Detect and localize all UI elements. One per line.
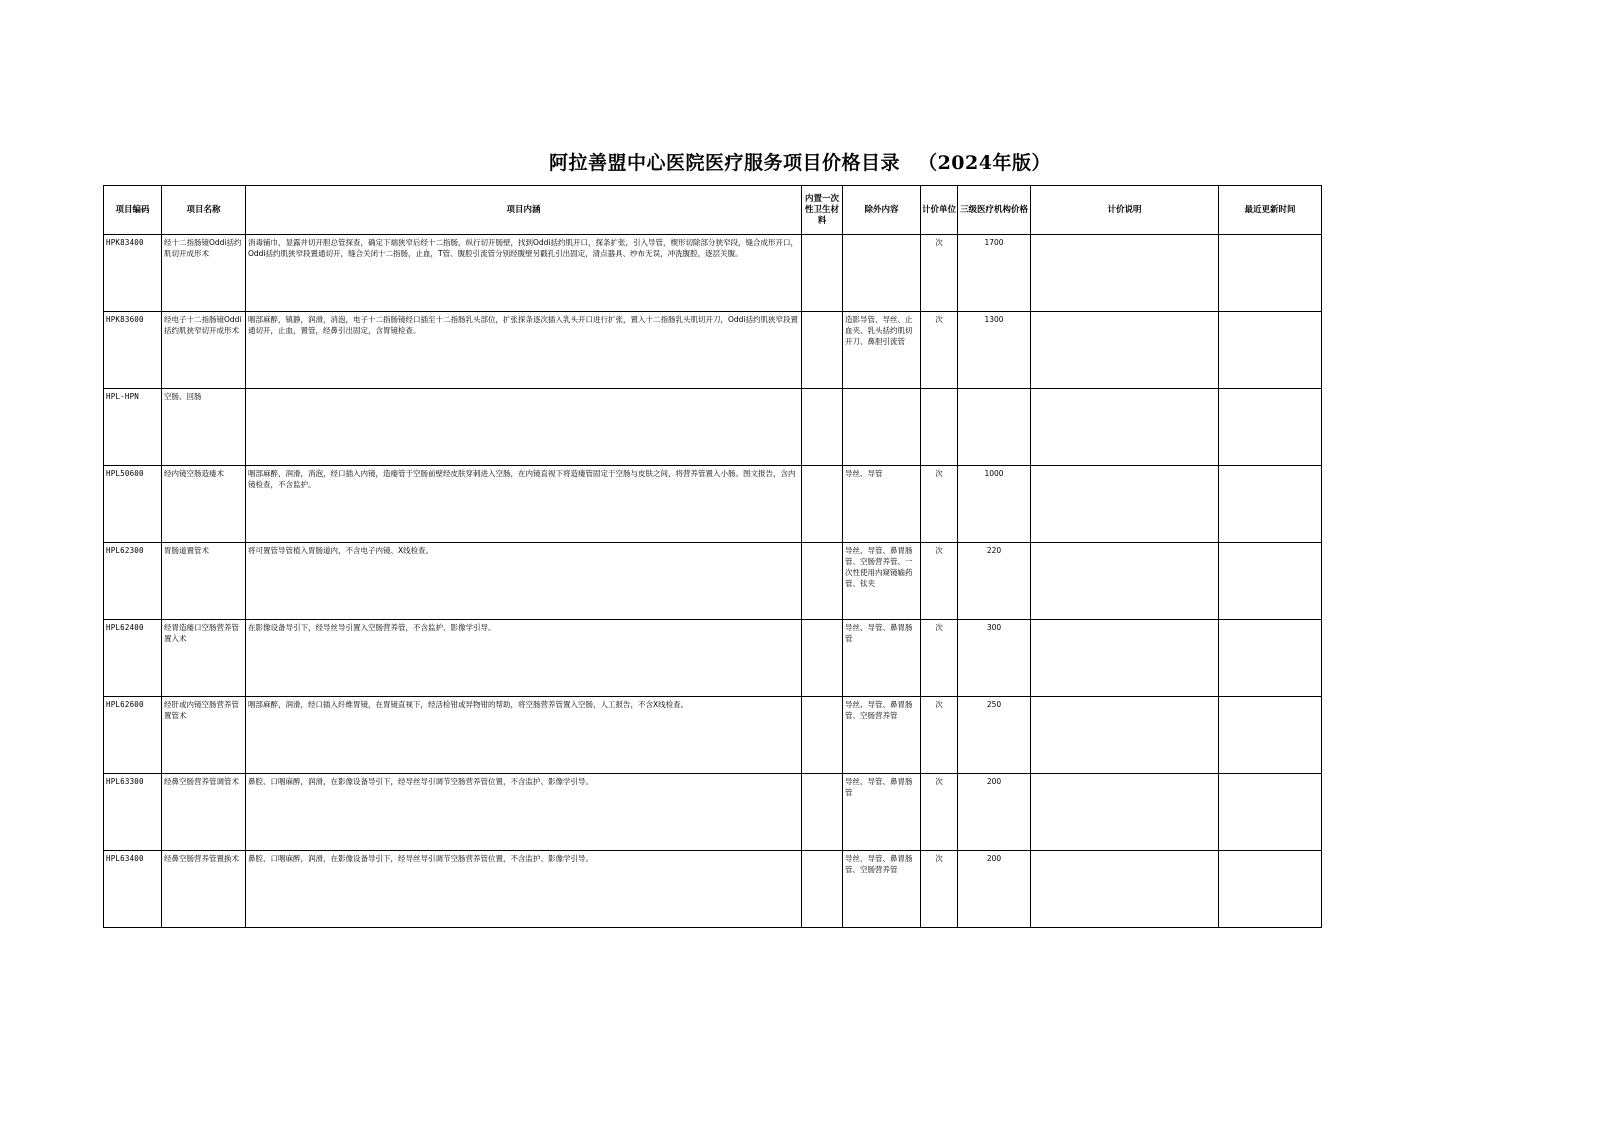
cell-content: 鼻腔、口咽麻醉，润滑，在影像设备导引下，经导丝导引调节空肠营养管位置，不含监护、影像学引导。 [246,774,802,851]
cell-name: 胃肠道置管术 [162,543,246,620]
table-row [104,389,1322,466]
cell-name: 经胃造瘘口空肠营养管置入术 [162,620,246,697]
cell-price: 250 [958,697,1031,774]
cell-code: HPL63400 [104,851,162,928]
cell-exclude [843,389,921,466]
cell-name: 经鼻空肠营养管调管术 [162,774,246,851]
header-material: 内置一次性卫生材料 [802,186,843,235]
cell-unit: 次 [921,774,958,851]
cell-exclude: 导丝、导管、鼻胃肠管 [843,774,921,851]
header-code: 项目编码 [104,186,162,235]
cell-material [802,389,843,466]
cell-code: HPL-HPN [104,389,162,466]
cell-exclude: 造影导管、导丝、止血夹、乳头括约肌切开刀、鼻胆引流管 [843,312,921,389]
header-updated: 最近更新时间 [1219,186,1322,235]
table-row [104,235,1322,312]
cell-code: HPL62400 [104,620,162,697]
cell-material [802,466,843,543]
cell-material [802,235,843,312]
cell-name: 经鼻空肠营养管置换术 [162,851,246,928]
header-note: 计价说明 [1031,186,1219,235]
table-row [104,543,1322,620]
table-row [104,466,1322,543]
cell-updated [1219,620,1322,697]
cell-name: 经内镜空肠造瘘术 [162,466,246,543]
table-row [104,774,1322,851]
cell-unit: 次 [921,235,958,312]
cell-material [802,620,843,697]
price-table [103,185,1322,928]
cell-code: HPL63300 [104,774,162,851]
header-name: 项目名称 [162,186,246,235]
cell-content [246,389,802,466]
cell-updated [1219,774,1322,851]
cell-name: 经电子十二指肠镜Oddi括约肌狭窄切开成形术 [162,312,246,389]
cell-price: 300 [958,620,1031,697]
cell-price: 1300 [958,312,1031,389]
cell-note [1031,851,1219,928]
cell-code: HPK83400 [104,235,162,312]
cell-exclude: 导丝、导管、鼻胃肠管、空肠营养管 [843,697,921,774]
cell-material [802,697,843,774]
cell-exclude: 导丝、导管、鼻胃肠管、空肠营养管、一次性使用内窥镜输药管、钛夹 [843,543,921,620]
cell-material [802,543,843,620]
title-edition: （2024年版） [918,152,1051,174]
cell-note [1031,774,1219,851]
header-unit: 计价单位 [921,186,958,235]
page-title [0,148,1600,175]
cell-content: 鼻腔、口咽麻醉，润滑，在影像设备导引下，经导丝导引调节空肠营养管位置，不含监护、影像学引导。 [246,851,802,928]
cell-price [958,389,1031,466]
cell-code: HPL62300 [104,543,162,620]
cell-content: 咽部麻醉，润滑，经口插入纤维胃镜，在胃镜直视下，经活检钳或异物钳的帮助，将空肠营养管置入空肠，人工报告，不含X线检查。 [246,697,802,774]
cell-price: 200 [958,774,1031,851]
cell-updated [1219,851,1322,928]
cell-updated [1219,543,1322,620]
table-row [104,620,1322,697]
cell-exclude [843,235,921,312]
cell-updated [1219,389,1322,466]
cell-exclude: 导丝、导管 [843,466,921,543]
cell-note [1031,543,1219,620]
cell-name: 经肝或内镜空肠营养管置管术 [162,697,246,774]
cell-name: 经十二指肠镜Oddi括约肌切开成形术 [162,235,246,312]
cell-content: 在影像设备导引下，经导丝导引置入空肠营养管，不含监护、影像学引导。 [246,620,802,697]
cell-note [1031,620,1219,697]
table-row [104,851,1322,928]
cell-content: 将可置管导管植入胃肠道内，不含电子内镜、X线检查。 [246,543,802,620]
cell-exclude: 导丝、导管、鼻胃肠管 [843,620,921,697]
cell-content: 咽部麻醉，润滑，消泡，经口插入内镜，造瘘管于空肠前壁经皮肤穿刺进入空肠，在内镜直视下将造瘘管固定于空肠与皮肤之间，将营养管置入小肠。图文报告，含内镜检查，不含监护。 [246,466,802,543]
table-row [104,312,1322,389]
cell-price: 1000 [958,466,1031,543]
cell-content: 消毒铺巾，显露并切开胆总管探查，确定下端狭窄后经十二指肠，纵行切开肠壁，找到Oddi括约肌开口，探条扩张，引入导管，楔形切除部分狭窄段，缝合成形开口，Oddi括约肌狭窄段置通切开，缝合关闭十二指肠，止血，T管、腹腔引流管分别经腹壁另戳孔引出固定，清点器具、纱布无误，冲洗腹腔，逐层关腹。 [246,235,802,312]
table-header-row [104,186,1322,235]
table-row [104,697,1322,774]
cell-updated [1219,697,1322,774]
cell-content: 咽部麻醉，镇静，润滑，消泡，电子十二指肠镜经口插至十二指肠乳头部位，扩张探条逐次插入乳头开口进行扩张，置入十二指肠乳头肌切开刀，Oddi括约肌狭窄段置通切开，止血，置管，经鼻引出固定，含胃镜检查。 [246,312,802,389]
cell-material [802,851,843,928]
cell-note [1031,235,1219,312]
cell-exclude: 导丝、导管、鼻胃肠管、空肠营养管 [843,851,921,928]
cell-unit: 次 [921,312,958,389]
cell-code: HPL50600 [104,466,162,543]
cell-material [802,774,843,851]
cell-code: HPK83600 [104,312,162,389]
cell-unit: 次 [921,697,958,774]
cell-note [1031,312,1219,389]
header-price: 三级医疗机构价格 [958,186,1031,235]
cell-unit: 次 [921,543,958,620]
cell-name: 空肠、回肠 [162,389,246,466]
cell-price: 220 [958,543,1031,620]
cell-unit [921,389,958,466]
cell-updated [1219,466,1322,543]
title-main: 阿拉善盟中心医院医疗服务项目价格目录 [549,152,901,174]
header-exclude: 除外内容 [843,186,921,235]
header-content: 项目内涵 [246,186,802,235]
cell-unit: 次 [921,466,958,543]
cell-note [1031,466,1219,543]
cell-note [1031,389,1219,466]
cell-updated [1219,235,1322,312]
cell-note [1031,697,1219,774]
cell-unit: 次 [921,851,958,928]
cell-material [802,312,843,389]
cell-code: HPL62600 [104,697,162,774]
cell-price: 200 [958,851,1031,928]
cell-unit: 次 [921,620,958,697]
cell-price: 1700 [958,235,1031,312]
cell-updated [1219,312,1322,389]
